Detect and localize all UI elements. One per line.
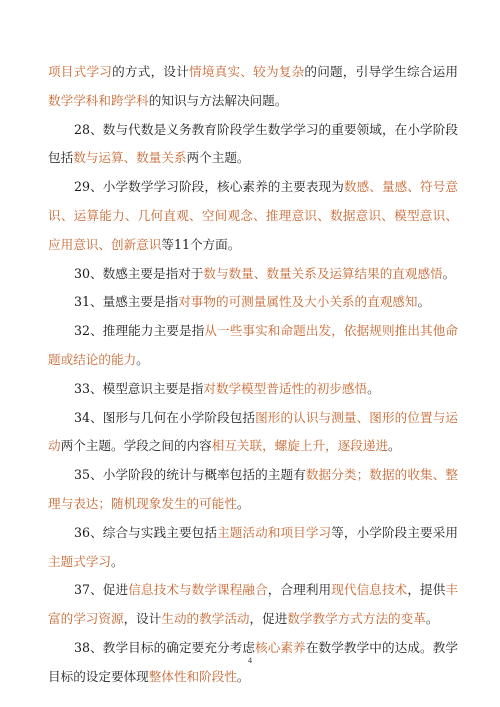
highlighted-text: 对事物的可测量属性及大小关系的直观感知: [178, 294, 418, 310]
paragraph: [48, 576, 458, 634]
highlighted-text: 数据分类；数据的收集、整理与表达；随机现象发生的可能性: [48, 467, 458, 511]
body-text: 38、教学目标的确定要充分考虑: [74, 639, 256, 655]
body-text: ，设计: [123, 611, 162, 627]
body-text: 的问题，引导学生综合运用: [304, 64, 459, 79]
highlighted-text: 核心素养: [255, 639, 306, 655]
body-text: 的方式，设计: [112, 64, 190, 79]
paragraph: [48, 173, 458, 259]
body-text: 37、促进: [74, 582, 129, 598]
body-text: 33、模型意识主要是指: [74, 380, 204, 396]
highlighted-text: 丰富的学习资源: [48, 582, 459, 627]
body-text: 。: [136, 351, 149, 367]
body-text: 两个主题。学段之间的内容: [60, 438, 212, 454]
highlighted-text: 主题活动和项目学习: [217, 524, 332, 540]
body-text: 29、小学数学学习阶段，核心素养的主要表现为: [74, 179, 344, 195]
body-text: 。: [110, 553, 124, 569]
highlighted-text: 对数学模型普适性的初步感悟: [203, 380, 368, 396]
body-text: 32、推理能力主要是指: [74, 323, 205, 339]
paragraph: [48, 317, 458, 375]
body-text: 在数学教学中的达成。教学目标的设定要体现: [48, 639, 459, 684]
paragraph: [48, 58, 458, 116]
highlighted-text: 整体性和阶段性: [148, 668, 237, 684]
body-text: 。: [236, 668, 250, 684]
highlighted-text: 从一些事实和命题出发，依据规则推出其他命题或结论的能力: [48, 323, 459, 367]
body-text: 31、量感主要是指: [74, 294, 179, 310]
body-text: 两个主题。: [186, 150, 250, 166]
paragraph: [48, 288, 458, 317]
paragraph: [48, 375, 458, 404]
body-text: 等11个方面。: [161, 236, 241, 252]
paragraph: [48, 519, 458, 577]
body-text: 34、图形与几何在小学阶段包括: [74, 409, 256, 425]
paragraph: [48, 260, 458, 289]
body-text: 。: [388, 438, 401, 454]
body-text: 。: [417, 294, 431, 310]
body-text: ，提供: [407, 582, 446, 598]
body-text: 36、综合与实践主要包括: [74, 524, 218, 540]
highlighted-text: 生动的教学活动: [161, 611, 250, 627]
highlighted-text: 项目式学习: [48, 64, 113, 79]
paragraph: [48, 404, 458, 462]
paragraph: [48, 461, 458, 519]
body-text: 等，小学阶段主要采用: [331, 524, 459, 540]
highlighted-text: 相互关联，螺旋上升，逐段递进: [211, 438, 389, 454]
body-text: 。: [367, 380, 380, 396]
highlighted-text: 数感、量感、符号意识、运算能力、几何直观、空间观念、推理意识、数据意识、模型意识、应用意识、创新意识: [48, 179, 459, 252]
highlighted-text: 数与运算、数量关系: [73, 150, 187, 166]
body-text: ，促进: [249, 611, 288, 627]
document-body: [48, 58, 458, 692]
page-number: 4: [248, 656, 252, 665]
body-text: 30、数感主要是指对于: [74, 265, 204, 281]
body-text: 28、数与代数是义务教育阶段学生数学学习的重要领域，在小学阶段包括: [48, 121, 458, 166]
highlighted-text: 主题式学习: [48, 553, 111, 569]
body-text: ，合理利用: [267, 582, 332, 598]
highlighted-text: 数与数量、数量关系及运算结果的直观感悟: [203, 265, 443, 281]
body-text: 。: [425, 611, 439, 627]
body-text: 。: [236, 495, 250, 511]
highlighted-text: 数学教学方式方法的变革: [287, 611, 426, 627]
highlighted-text: 图形的认识与测量、图形的位置与运动: [48, 409, 459, 454]
body-text: 的知识与方法解决问题。: [148, 92, 288, 108]
highlighted-text: 现代信息技术: [331, 582, 408, 598]
highlighted-text: 情境真实、较为复杂: [189, 64, 305, 79]
body-text: 35、小学阶段的统计与概率包括的主题有: [74, 467, 306, 483]
highlighted-text: 数学学科和跨学科: [48, 92, 149, 108]
paragraph: [48, 116, 458, 174]
body-text: 。: [442, 265, 456, 281]
highlighted-text: 信息技术与数学课程融合: [128, 582, 268, 598]
